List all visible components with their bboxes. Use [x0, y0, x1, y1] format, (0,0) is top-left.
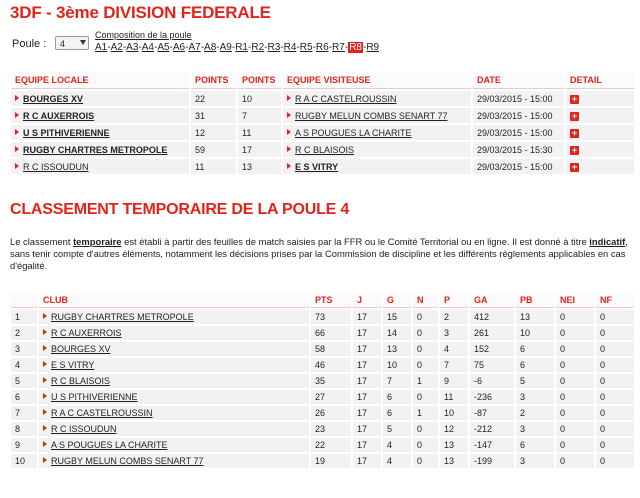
home-team-cell	[11, 125, 189, 140]
stat-nf: 0	[596, 422, 634, 436]
chevron-down-icon	[80, 40, 86, 45]
link-separator: -	[231, 42, 236, 53]
col-club: CLUB	[39, 292, 309, 308]
stat-n: 0	[413, 422, 438, 436]
stat-nf: 0	[596, 454, 634, 468]
plus-icon[interactable]: +	[571, 93, 578, 104]
stat-pb: 2	[516, 406, 554, 420]
link-separator: -	[362, 42, 367, 53]
plus-icon[interactable]: +	[571, 144, 578, 155]
poule-link-a2[interactable]: A2	[110, 42, 123, 53]
club-cell	[39, 342, 309, 356]
triangle-right-icon	[287, 112, 291, 118]
col-ga: GA	[470, 292, 514, 308]
stat-pb: 6	[516, 438, 554, 452]
stat-ga: 412	[470, 310, 514, 324]
stat-g: 10	[383, 358, 411, 372]
stat-g: 15	[383, 310, 411, 324]
col-n: N	[413, 292, 438, 308]
ranking-row	[11, 438, 634, 452]
link-separator: -	[107, 42, 111, 53]
stat-pb: 13	[516, 310, 554, 324]
away-points: 7	[238, 108, 281, 123]
stat-g: 4	[383, 438, 411, 452]
stat-nf: 0	[596, 342, 634, 356]
club-link[interactable]: R C BLAISOIS	[51, 376, 111, 386]
rank-cell: 1	[11, 310, 37, 324]
rank-cell: 8	[11, 422, 37, 436]
note-keyword-temporaire: temporaire	[73, 236, 122, 247]
poule-select-value: 4	[60, 39, 66, 49]
stat-g: 6	[383, 390, 411, 404]
stat-n: 0	[413, 358, 438, 372]
away-team-cell	[283, 142, 471, 157]
rank-cell: 7	[11, 406, 37, 420]
col-g: G	[383, 292, 411, 308]
club-cell	[39, 438, 309, 452]
stat-pb: 3	[516, 422, 554, 436]
club-link[interactable]: RUGBY MELUN COMBS SENART 77	[51, 456, 204, 466]
stat-j: 17	[353, 422, 381, 436]
stat-j: 17	[353, 438, 381, 452]
rank-cell: 6	[11, 390, 37, 404]
ranking-row	[11, 326, 634, 340]
stat-ga: 152	[470, 342, 514, 356]
stat-n: 0	[413, 342, 438, 356]
club-link[interactable]: A S POUGUES LA CHARITE	[51, 440, 168, 450]
stat-nei: 0	[556, 390, 594, 404]
away-team-cell	[283, 125, 471, 140]
stat-pb: 6	[516, 342, 554, 356]
stat-n: 0	[413, 390, 438, 404]
stat-nei: 0	[556, 406, 594, 420]
col-away: EQUIPE VISITEUSE	[283, 72, 471, 89]
stat-g: 6	[383, 406, 411, 420]
triangle-right-icon	[43, 393, 47, 399]
link-separator: -	[153, 42, 158, 53]
link-separator: -	[122, 42, 127, 53]
stat-ga: -199	[470, 454, 514, 468]
club-link[interactable]: R C AUXERROIS	[51, 328, 122, 338]
plus-icon[interactable]: +	[571, 110, 578, 121]
matches-table	[9, 70, 636, 176]
match-date: 29/03/2015 - 15:00	[473, 125, 564, 140]
stat-j: 17	[353, 310, 381, 324]
stat-g: 13	[383, 342, 411, 356]
link-separator: -	[216, 42, 220, 53]
home-team-cell	[11, 142, 189, 157]
poule-link-a4[interactable]: A4	[141, 42, 154, 53]
col-rank	[11, 292, 37, 308]
club-link[interactable]: E S VITRY	[51, 360, 95, 370]
stat-p: 3	[440, 326, 468, 340]
match-row	[11, 125, 634, 140]
stat-n: 1	[413, 374, 438, 388]
club-cell	[39, 326, 309, 340]
stat-ga: -87	[470, 406, 514, 420]
stat-nf: 0	[596, 374, 634, 388]
stat-ga: -236	[470, 390, 514, 404]
detail-cell	[566, 108, 634, 123]
poule-link-a8[interactable]: A8	[204, 42, 217, 53]
club-cell	[39, 422, 309, 436]
match-date: 29/03/2015 - 15:00	[473, 159, 564, 174]
match-date: 29/03/2015 - 15:00	[473, 108, 564, 123]
rank-cell: 2	[11, 326, 37, 340]
club-cell	[39, 454, 309, 468]
ranking-row	[11, 374, 634, 388]
stat-p: 2	[440, 310, 468, 324]
club-cell	[39, 390, 309, 404]
away-points: 10	[238, 91, 281, 106]
club-cell	[39, 406, 309, 420]
composition-link[interactable]: Composition de la poule	[95, 30, 192, 40]
link-separator: -	[248, 42, 252, 53]
link-separator: -	[138, 42, 142, 53]
match-date: 29/03/2015 - 15:30	[473, 142, 564, 157]
stat-pts: 19	[311, 454, 351, 468]
triangle-right-icon	[43, 329, 47, 335]
triangle-right-icon	[43, 377, 47, 383]
stat-p: 12	[440, 422, 468, 436]
home-team-cell	[11, 108, 189, 123]
link-separator: -	[185, 42, 189, 53]
away-points: 17	[238, 142, 281, 157]
club-link[interactable]: RUGBY CHARTRES METROPOLE	[51, 312, 194, 322]
rank-cell: 10	[11, 454, 37, 468]
detail-cell	[566, 125, 634, 140]
home-points: 59	[191, 142, 236, 157]
triangle-right-icon	[43, 441, 47, 447]
matches-header-row	[11, 72, 634, 89]
col-pb: PB	[516, 292, 554, 308]
poule-link-a3[interactable]: A3	[126, 42, 139, 53]
poule-link-r2[interactable]: R2	[251, 42, 265, 53]
stat-ga: -212	[470, 422, 514, 436]
club-link[interactable]: R A C CASTELROUSSIN	[51, 408, 153, 418]
poule-selector-bar	[12, 30, 632, 58]
stat-nei: 0	[556, 342, 594, 356]
club-link[interactable]: U S PITHIVERIENNE	[51, 392, 138, 402]
match-row	[11, 142, 634, 157]
club-cell	[39, 310, 309, 324]
link-separator: -	[280, 42, 284, 53]
col-p: P	[440, 292, 468, 308]
poule-link-r3[interactable]: R3	[267, 42, 281, 53]
away-team-link[interactable]: R C BLAISOIS	[295, 144, 355, 155]
poule-link-r6[interactable]: R6	[315, 42, 329, 53]
stat-pts: 46	[311, 358, 351, 372]
stat-p: 13	[440, 454, 468, 468]
stat-pts: 58	[311, 342, 351, 356]
poule-link-a1[interactable]: A1	[95, 42, 108, 53]
triangle-right-icon	[43, 425, 47, 431]
rank-cell: 5	[11, 374, 37, 388]
stat-p: 13	[440, 438, 468, 452]
triangle-right-icon	[287, 146, 291, 152]
stat-j: 17	[353, 374, 381, 388]
note-text-2: est établi à partir des feuilles de match saisies par la FFR ou le Comité Territorial ou en ligne. Il est donné à titre	[121, 236, 590, 247]
match-row	[11, 159, 634, 174]
stat-j: 17	[353, 326, 381, 340]
stat-j: 17	[353, 406, 381, 420]
stat-nf: 0	[596, 406, 634, 420]
stat-p: 11	[440, 390, 468, 404]
home-team-link[interactable]: U S PITHIVERIENNE	[23, 127, 110, 138]
stat-nf: 0	[596, 358, 634, 372]
col-away-points: POINTS	[238, 72, 281, 89]
away-team-link[interactable]: R A C CASTELROUSSIN	[295, 93, 397, 104]
away-team-cell	[283, 159, 471, 174]
triangle-right-icon	[15, 112, 19, 118]
home-team-link[interactable]: R C ISSOUDUN	[23, 161, 89, 172]
note-keyword-indicatif: indicatif	[589, 236, 626, 247]
ranking-row	[11, 454, 634, 468]
stat-pb: 3	[516, 390, 554, 404]
match-row	[11, 108, 634, 123]
triangle-right-icon	[43, 313, 47, 319]
stat-j: 17	[353, 358, 381, 372]
stat-n: 0	[413, 454, 438, 468]
triangle-right-icon	[287, 95, 291, 101]
ranking-row	[11, 422, 634, 436]
poule-link-a6[interactable]: A6	[172, 42, 186, 53]
stat-nei: 0	[556, 310, 594, 324]
home-points: 22	[191, 91, 236, 106]
note-text-1: Le classement	[10, 236, 74, 247]
poule-link-a5[interactable]: A5	[157, 42, 170, 53]
ranking-row	[11, 390, 634, 404]
stat-ga: 75	[470, 358, 514, 372]
triangle-right-icon	[43, 361, 47, 367]
away-team-cell	[283, 91, 471, 106]
poule-link-r7[interactable]: R7	[332, 42, 345, 53]
home-team-cell	[11, 91, 189, 106]
stat-n: 0	[413, 326, 438, 340]
away-team-link[interactable]: A S POUGUES LA CHARITE	[295, 127, 412, 138]
rank-cell: 9	[11, 438, 37, 452]
stat-nf: 0	[596, 326, 634, 340]
ranking-row	[11, 342, 634, 356]
stat-nei: 0	[556, 454, 594, 468]
match-date: 29/03/2015 - 15:00	[473, 91, 564, 106]
stat-nei: 0	[556, 422, 594, 436]
stat-nei: 0	[556, 438, 594, 452]
home-team-link[interactable]: BOURGES XV	[23, 93, 84, 104]
stat-n: 1	[413, 406, 438, 420]
ranking-row	[11, 406, 634, 420]
col-home: EQUIPE LOCALE	[11, 72, 189, 89]
stat-pts: 26	[311, 406, 351, 420]
triangle-right-icon	[15, 95, 19, 101]
triangle-right-icon	[43, 345, 47, 351]
stat-j: 17	[353, 342, 381, 356]
stat-nf: 0	[596, 390, 634, 404]
col-nei: NEI	[556, 292, 594, 308]
detail-cell	[566, 159, 634, 174]
club-cell	[39, 358, 309, 372]
home-points: 12	[191, 125, 236, 140]
stat-ga: -6	[470, 374, 514, 388]
note-text-3: , sans tenir compte d'autres éléments, notamment les décisions prises par la Commission de discipline et les différents règlements applicables en cas d'égalité.	[10, 236, 628, 271]
col-date: DATE	[473, 72, 564, 89]
link-separator: -	[169, 42, 173, 53]
club-link[interactable]: R C ISSOUDUN	[51, 424, 117, 434]
stat-pts: 27	[311, 390, 351, 404]
home-team-cell	[11, 159, 189, 174]
stat-pts: 23	[311, 422, 351, 436]
stat-j: 17	[353, 390, 381, 404]
away-points: 13	[238, 159, 281, 174]
stat-p: 10	[440, 406, 468, 420]
link-separator: -	[200, 42, 205, 53]
col-detail: DETAIL	[566, 72, 634, 89]
stat-g: 14	[383, 326, 411, 340]
poule-label: Poule :	[12, 38, 47, 50]
ranking-table	[9, 290, 636, 470]
stat-pb: 6	[516, 358, 554, 372]
poule-link-r9[interactable]: R9	[366, 42, 380, 53]
triangle-right-icon	[15, 129, 19, 135]
poule-select[interactable]	[55, 36, 89, 50]
poule-link-a7[interactable]: A7	[188, 42, 201, 53]
home-points: 11	[191, 159, 236, 174]
home-team-link[interactable]: R C AUXERROIS	[23, 110, 95, 121]
ranking-row	[11, 358, 634, 372]
stat-g: 5	[383, 422, 411, 436]
away-team-link[interactable]: RUGBY MELUN COMBS SENART 77	[295, 110, 448, 121]
triangle-right-icon	[287, 163, 291, 169]
stat-nei: 0	[556, 358, 594, 372]
stat-g: 7	[383, 374, 411, 388]
triangle-right-icon	[15, 163, 19, 169]
ranking-row	[11, 310, 634, 324]
stat-ga: 261	[470, 326, 514, 340]
stat-n: 0	[413, 438, 438, 452]
triangle-right-icon	[15, 146, 19, 152]
stat-pb: 10	[516, 326, 554, 340]
triangle-right-icon	[43, 409, 47, 415]
stat-p: 9	[440, 374, 468, 388]
stat-j: 17	[353, 454, 381, 468]
link-separator: -	[344, 42, 349, 53]
poule-link-r1[interactable]: R1	[235, 42, 248, 53]
classement-title: CLASSEMENT TEMPORAIRE DE LA POULE 4	[10, 201, 350, 218]
link-separator: -	[328, 42, 333, 53]
home-team-link[interactable]: RUGBY CHARTRES METROPOLE	[23, 144, 168, 155]
stat-n: 0	[413, 310, 438, 324]
col-pts: PTS	[311, 292, 351, 308]
stat-pts: 73	[311, 310, 351, 324]
rank-cell: 4	[11, 358, 37, 372]
col-home-points: POINTS	[191, 72, 236, 89]
detail-cell	[566, 91, 634, 106]
match-row	[11, 91, 634, 106]
ranking-header-row	[11, 292, 634, 308]
page-title: 3DF - 3ème DIVISION FEDERALE	[10, 3, 271, 22]
classement-note	[10, 236, 630, 272]
link-separator: -	[312, 42, 316, 53]
stat-pb: 3	[516, 454, 554, 468]
poule-links	[95, 42, 379, 53]
stat-nei: 0	[556, 374, 594, 388]
stat-pts: 66	[311, 326, 351, 340]
stat-p: 4	[440, 342, 468, 356]
stat-pb: 5	[516, 374, 554, 388]
stat-pts: 35	[311, 374, 351, 388]
away-points: 11	[238, 125, 281, 140]
plus-icon[interactable]: +	[571, 127, 578, 138]
club-link[interactable]: BOURGES XV	[51, 344, 111, 354]
col-nf: NF	[596, 292, 634, 308]
stat-pts: 22	[311, 438, 351, 452]
away-team-cell	[283, 108, 471, 123]
club-cell	[39, 374, 309, 388]
poule-link-r4[interactable]: R4	[283, 42, 297, 53]
home-points: 31	[191, 108, 236, 123]
triangle-right-icon	[43, 457, 47, 463]
stat-nei: 0	[556, 326, 594, 340]
link-separator: -	[296, 42, 300, 53]
plus-icon[interactable]: +	[571, 161, 578, 172]
link-separator: -	[264, 42, 268, 53]
stat-nf: 0	[596, 438, 634, 452]
detail-cell	[566, 142, 634, 157]
poule-link-r8[interactable]: R8	[349, 42, 362, 53]
stat-nf: 0	[596, 310, 634, 324]
stat-g: 4	[383, 454, 411, 468]
poule-link-a9[interactable]: A9	[219, 42, 232, 53]
col-j: J	[353, 292, 381, 308]
triangle-right-icon	[287, 129, 291, 135]
stat-ga: -147	[470, 438, 514, 452]
away-team-link[interactable]: E S VITRY	[295, 161, 339, 172]
poule-link-r5[interactable]: R5	[299, 42, 313, 53]
stat-p: 7	[440, 358, 468, 372]
rank-cell: 3	[11, 342, 37, 356]
